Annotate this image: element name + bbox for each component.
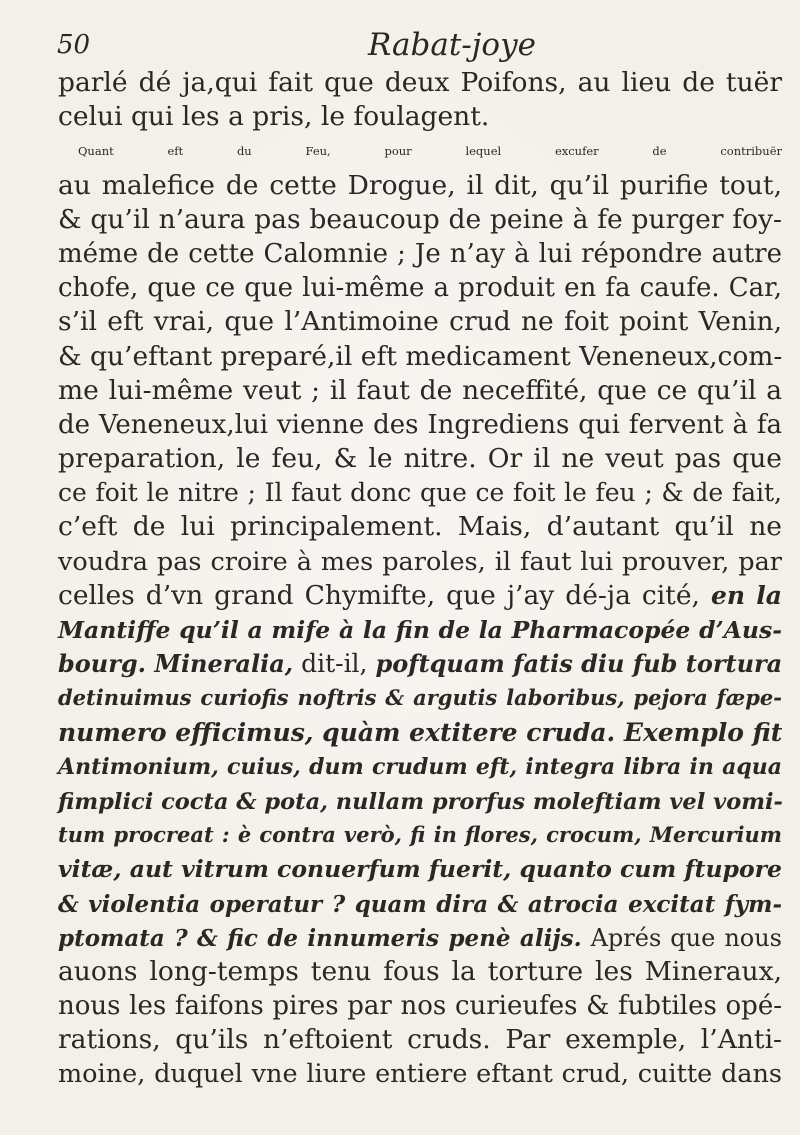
text-line <box>58 476 782 510</box>
latin-quote-text: detinuimus curiofis noftris & argutis laboribus, pejora fæpe- <box>58 685 782 711</box>
french-text: & qu’eftant preparé,il eft medicament Veneneux,com- <box>58 340 783 372</box>
french-text: c’eft de lui principalement. Mais, d’autant qu’il ne <box>58 511 782 543</box>
french-text: ce foit le nitre ; Il faut donc que ce foit le feu ; & de fait, <box>58 478 782 508</box>
text-line <box>58 647 782 681</box>
latin-quote-text: numero efficimus, quàm extitere cruda. Exemplo fit <box>58 717 783 747</box>
french-text: moine, duquel vne liure entiere eftant crud, cuitte dans <box>58 1059 782 1090</box>
text-line <box>58 681 782 715</box>
text-line <box>58 818 782 852</box>
french-text: celles d’vn grand Chymifte, que j’ay dé-ja cité, <box>58 579 711 611</box>
french-text: au malefice de cette Drogue, il dit, qu’il purifie tout, <box>58 169 782 201</box>
text-line <box>58 408 782 442</box>
text-line <box>58 305 782 339</box>
french-text: de Veneneux,lui vienne des Ingrediens qui fervent à fa <box>58 409 782 440</box>
latin-quote-text: tum procreat : è contra verò, fi in flores, crocum, Mercurium <box>58 822 782 848</box>
french-text: auons long-temps tenu fous la torture les Mineraux, <box>58 955 782 987</box>
french-text: s’il eft vrai, que l’Antimoine crud ne foit point Venin, <box>58 306 782 338</box>
text-line <box>58 203 782 237</box>
running-title: Rabat-joye <box>368 27 536 63</box>
text-line <box>58 66 782 100</box>
latin-quote-text: bourg. Mineralia, <box>58 649 294 679</box>
body-text <box>58 66 782 1092</box>
text-line <box>58 442 782 476</box>
french-text: parlé dé ja,qui fait que deux Poifons, au lieu de tuër <box>58 67 782 98</box>
text-line <box>58 169 782 203</box>
french-text: celui qui les a pris, le foulagent. <box>58 101 490 133</box>
text-line <box>58 989 782 1023</box>
french-text: chofe, que ce que lui-même a produit en fa caufe. Car, <box>58 273 782 304</box>
latin-quote-text: fimplici cocta & pota, nullam prorfus moleftiam vel vomi- <box>58 788 783 815</box>
latin-quote-text: & violentia operatur ? quam dira & atrocia excitat fym- <box>58 890 782 918</box>
text-line <box>58 750 782 784</box>
text-line <box>58 1057 782 1091</box>
text-line <box>58 510 782 544</box>
french-text: preparation, le feu, & le nitre. Or il ne veut pas que <box>58 443 782 475</box>
latin-quote-text: ptomata ? & fic de innumeris penè alijs. <box>58 924 582 952</box>
latin-quote-text: Antimonium, cuius, dum crudum eft, integra libra in aqua <box>58 753 782 780</box>
latin-quote-text: en la <box>710 580 782 610</box>
french-text: nous les faifons pires par nos curieufes & fubtiles opé- <box>58 991 782 1022</box>
text-line <box>58 374 782 408</box>
latin-quote-text: poftquam fatis diu fub tortura <box>375 649 783 679</box>
french-text: dit-il, <box>293 649 376 679</box>
french-text: rations, qu’ils n’eftoient cruds. Par exemple, l’Anti- <box>58 1024 782 1056</box>
text-line <box>58 545 782 579</box>
text-line <box>58 271 782 305</box>
french-text: me lui-même veut ; il faut de neceffité, que ce qu’il a <box>58 374 782 406</box>
text-line <box>58 784 782 818</box>
text-line <box>58 852 782 886</box>
text-line <box>58 955 782 989</box>
text-line <box>58 613 782 647</box>
text-line <box>58 100 782 134</box>
latin-quote-text: Mantiffe qu’il a mife à la fin de la Pharmacopée d’Aus- <box>58 616 782 644</box>
latin-quote-text: vitæ, aut vitrum conuerfum fuerit, quanto cum ftupore <box>58 855 782 884</box>
text-line <box>58 716 782 750</box>
text-line <box>58 921 782 955</box>
french-text: méme de cette Calomnie ; Je n’ay à lui répondre autre <box>58 238 782 269</box>
text-line <box>58 1023 782 1057</box>
text-line <box>58 237 782 271</box>
french-text: voudra pas croire à mes paroles, il faut lui prouver, par <box>58 546 782 577</box>
french-text: Quant eft du Feu, pour lequel excufer de contribuër <box>78 144 782 159</box>
page-number: 50 <box>57 30 91 60</box>
text-line <box>58 579 782 613</box>
french-text: & qu’il n’aura pas beaucoup de peine à fe purger foy- <box>58 203 782 235</box>
text-line <box>58 134 782 168</box>
text-line <box>58 340 782 374</box>
french-text: Aprés que nous <box>581 923 783 952</box>
text-line <box>58 887 782 921</box>
